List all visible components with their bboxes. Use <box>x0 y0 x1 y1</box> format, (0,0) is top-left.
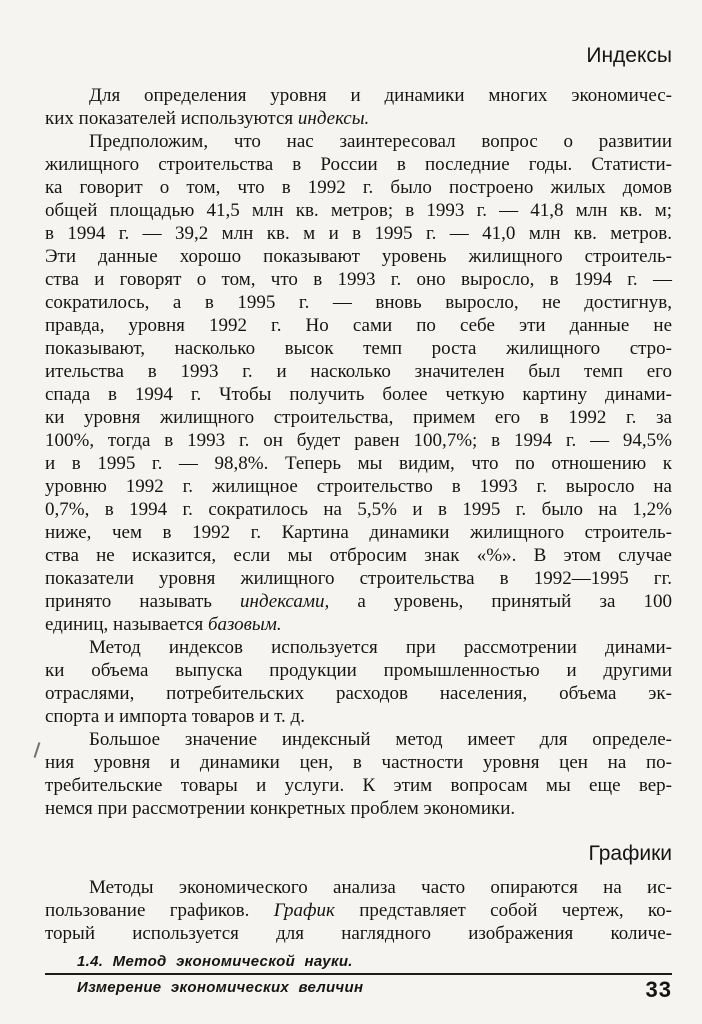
text-line <box>45 751 672 774</box>
section-header-indices: Индексы <box>586 44 672 67</box>
text-segment: отраслями, потребительских расходов населения, объема эк- <box>45 683 672 704</box>
text-segment: Эти данные хорошо показывают уровень жилищного строитель- <box>45 246 672 267</box>
page-content <box>45 0 672 1001</box>
scan-artifact <box>34 742 41 758</box>
text-line <box>45 774 672 797</box>
text-segment: представляет собой чертеж, ко- <box>334 900 673 921</box>
text-segment: пользование графиков. <box>45 900 274 921</box>
text-segment: ка говорит о том, что в 1992 г. было построено жилых домов <box>45 177 672 198</box>
text-line <box>45 130 672 153</box>
text-line <box>45 153 672 176</box>
text-line <box>45 922 672 945</box>
footer-rule <box>45 973 672 975</box>
text-line <box>45 899 672 922</box>
text-segment: ительства в 1993 г. и насколько значителен был темп его <box>45 361 672 382</box>
text-line <box>45 636 672 659</box>
text-line <box>45 84 672 107</box>
indices-section-text <box>45 84 672 820</box>
text-segment: в 1994 г. — 39,2 млн кв. м и в 1995 г. — 41,0 млн кв. метров. <box>45 223 672 244</box>
text-line <box>45 291 672 314</box>
paragraph <box>45 728 672 820</box>
text-segment: сократилось, а в 1995 г. — вновь выросло, не достигнув, <box>45 292 672 313</box>
text-line <box>45 107 672 130</box>
text-line <box>45 521 672 544</box>
text-line <box>45 659 672 682</box>
text-segment: требительские товары и услуги. К этим вопросам мы еще вер- <box>45 775 672 796</box>
text-segment: ки уровня жилищного строительства, примем его в 1992 г. за <box>45 407 672 428</box>
text-segment: единиц, называется <box>45 614 208 635</box>
text-segment: общей площадью 41,5 млн кв. метров; в 1993 г. — 41,8 млн кв. м; <box>45 200 672 221</box>
italic-term: индексы. <box>297 108 370 129</box>
text-line <box>45 498 672 521</box>
text-segment: Методы экономического анализа часто опираются на ис- <box>89 877 672 898</box>
text-segment: Большое значение индексный метод имеет для определе- <box>89 729 672 750</box>
text-line <box>45 337 672 360</box>
text-segment: 100%, тогда в 1993 г. он будет равен 100,7%; в 1994 г. — 94,5% <box>45 430 672 451</box>
text-line <box>45 682 672 705</box>
text-segment: ки объема выпуска продукции промышленностью и другими <box>45 660 672 681</box>
text-line <box>45 360 672 383</box>
text-segment: показатели уровня жилищного строительства в 1992—1995 гг. <box>45 568 672 589</box>
text-segment: и в 1995 г. — 98,8%. Теперь мы видим, что по отношению к <box>45 453 672 474</box>
text-line <box>45 406 672 429</box>
text-segment: Для определения уровня и динамики многих экономичес- <box>89 85 672 106</box>
page-number: 33 <box>645 977 672 1002</box>
running-title-line2: Измерение экономических величин <box>77 979 364 996</box>
text-segment: спорта и импорта товаров и т. д. <box>45 706 305 727</box>
italic-term: индексами, <box>240 591 330 612</box>
section-header-graphs: Графики <box>588 842 672 865</box>
text-line <box>45 590 672 613</box>
text-segment: ния уровня и динамики цен, в частности уровня цен на по- <box>45 752 672 773</box>
text-segment: ниже, чем в 1992 г. Картина динамики жилищного строитель- <box>45 522 672 543</box>
italic-term: График <box>273 900 335 921</box>
text-segment: ства не исказится, если мы отбросим знак «%». В этом случае <box>45 545 672 566</box>
text-line <box>45 245 672 268</box>
paragraph <box>45 84 672 130</box>
text-line <box>45 222 672 245</box>
graphs-section-text <box>45 876 672 945</box>
text-line <box>45 429 672 452</box>
text-line <box>45 452 672 475</box>
text-line <box>45 268 672 291</box>
text-segment: уровню 1992 г. жилищное строительство в 1993 г. выросло на <box>45 476 672 497</box>
text-line <box>45 797 672 820</box>
text-segment: а уровень, принятый за 100 <box>329 591 672 612</box>
text-segment: Предположим, что нас заинтересовал вопрос о развитии <box>89 131 672 152</box>
text-segment: ких показателей используются <box>45 108 298 129</box>
text-line <box>45 567 672 590</box>
text-segment: жилищного строительства в России в последние годы. Статисти- <box>45 154 672 175</box>
text-line <box>45 728 672 751</box>
paragraph <box>45 636 672 728</box>
text-line <box>45 876 672 899</box>
text-segment: спада в 1994 г. Чтобы получить более четкую картину динами- <box>45 384 672 405</box>
text-line <box>45 544 672 567</box>
text-segment: торый используется для наглядного изображения количе- <box>45 923 672 944</box>
text-segment: немся при рассмотрении конкретных проблем экономики. <box>45 798 516 819</box>
text-segment: 0,7%, в 1994 г. сократилось на 5,5% и в 1995 г. было на 1,2% <box>45 499 672 520</box>
text-line <box>45 475 672 498</box>
paragraph <box>45 130 672 636</box>
running-title-line1: 1.4. Метод экономической науки. <box>77 953 353 970</box>
text-line <box>45 176 672 199</box>
page-footer <box>45 953 672 1001</box>
text-line <box>45 314 672 337</box>
text-segment: ства и говорят о том, что в 1993 г. оно выросло, в 1994 г. — <box>45 269 672 290</box>
text-line <box>45 199 672 222</box>
text-segment: Метод индексов используется при рассмотрении динами- <box>89 637 672 658</box>
text-line <box>45 383 672 406</box>
text-line <box>45 613 672 636</box>
italic-term: базовым. <box>207 614 282 635</box>
text-segment: показывают, насколько высок темп роста жилищного стро- <box>45 338 672 359</box>
footer-row <box>45 979 672 1001</box>
text-segment: правда, уровня 1992 г. Но сами по себе эти данные не <box>45 315 672 336</box>
paragraph <box>45 876 672 945</box>
text-line <box>45 705 672 728</box>
text-segment: принято называть <box>45 591 241 612</box>
